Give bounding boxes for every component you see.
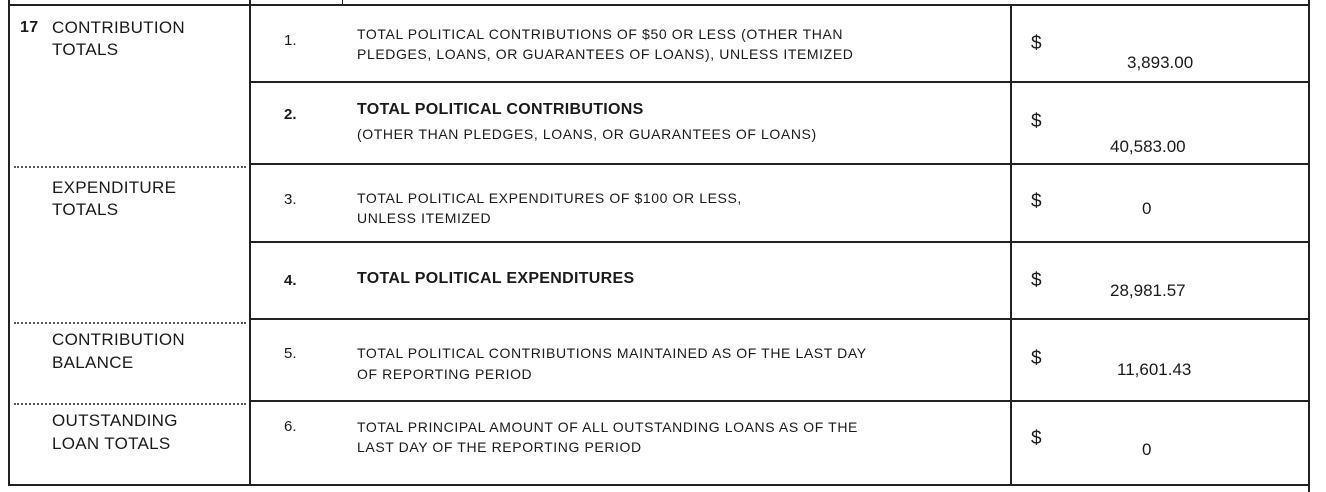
row-number: 2. xyxy=(284,106,297,123)
section-number: 17 xyxy=(20,19,39,36)
row-description-line1: TOTAL POLITICAL CONTRIBUTIONS MAINTAINED AS OF THE LAST DAY xyxy=(357,345,867,361)
group-label-expenditure-totals-line2: TOTALS xyxy=(52,200,119,219)
amount-value: 11,601.43 xyxy=(1117,360,1192,379)
row-separator xyxy=(249,81,1310,83)
amount-value: 40,583.00 xyxy=(1110,137,1186,156)
currency-symbol: $ xyxy=(1031,428,1042,449)
currency-symbol: $ xyxy=(1031,191,1042,212)
row-number: 5. xyxy=(284,345,297,362)
form-border-left xyxy=(8,0,10,486)
group-label-contribution-balance-line2: BALANCE xyxy=(52,353,134,372)
row-description-line2: PLEDGES, LOANS, OR GUARANTEES OF LOANS), UNLESS ITEMIZED xyxy=(357,46,854,62)
group-label-contribution-totals-line2: TOTALS xyxy=(52,40,119,59)
header-stub-divider xyxy=(342,0,343,6)
amount-value: 0 xyxy=(1142,199,1152,218)
group-label-outstanding-loans-line2: LOAN TOTALS xyxy=(52,434,171,453)
group-separator xyxy=(14,322,246,324)
row-description-line1: TOTAL POLITICAL EXPENDITURES xyxy=(357,270,635,287)
amount-value: 0 xyxy=(1142,440,1152,459)
row-description-line2: OF REPORTING PERIOD xyxy=(357,366,533,382)
row-separator xyxy=(249,163,1310,165)
currency-symbol: $ xyxy=(1031,33,1042,54)
row-number: 6. xyxy=(284,418,297,435)
row-description-line2: UNLESS ITEMIZED xyxy=(357,210,492,226)
group-label-contribution-balance-line1: CONTRIBUTION xyxy=(52,330,185,349)
group-label-outstanding-loans-line1: OUTSTANDING xyxy=(52,411,178,430)
amount-value: 28,981.57 xyxy=(1110,281,1186,300)
currency-symbol: $ xyxy=(1031,270,1042,291)
group-label-contribution-totals-line1: CONTRIBUTION xyxy=(52,18,185,37)
form-border-right xyxy=(1308,0,1310,492)
row-description-line1: TOTAL PRINCIPAL AMOUNT OF ALL OUTSTANDING LOANS AS OF THE xyxy=(357,419,858,435)
currency-symbol: $ xyxy=(1031,348,1042,369)
row-separator xyxy=(249,318,1310,320)
amount-value: 3,893.00 xyxy=(1127,53,1194,72)
group-label-expenditure-totals-line1: EXPENDITURE xyxy=(52,178,177,197)
row-description-line1: TOTAL POLITICAL EXPENDITURES OF $100 OR LESS, xyxy=(357,190,742,206)
row-number: 3. xyxy=(284,191,297,208)
group-separator xyxy=(14,403,246,405)
row-description-line2: LAST DAY OF THE REPORTING PERIOD xyxy=(357,439,642,455)
form-bottom-line xyxy=(8,484,1310,486)
group-separator xyxy=(14,166,246,168)
row-description-line1: TOTAL POLITICAL CONTRIBUTIONS xyxy=(357,101,644,118)
row-description-line1: TOTAL POLITICAL CONTRIBUTIONS OF $50 OR LESS (OTHER THAN xyxy=(357,26,844,42)
column-divider-amount xyxy=(1010,4,1012,486)
row-number: 1. xyxy=(284,32,297,49)
row-number: 4. xyxy=(284,272,297,289)
row-description-line2: (OTHER THAN PLEDGES, LOANS, OR GUARANTEES OF LOANS) xyxy=(357,126,817,142)
form-top-line xyxy=(8,4,1310,6)
row-separator xyxy=(249,241,1310,243)
currency-symbol: $ xyxy=(1031,111,1042,132)
row-separator xyxy=(249,400,1310,402)
column-divider-label xyxy=(249,0,251,486)
